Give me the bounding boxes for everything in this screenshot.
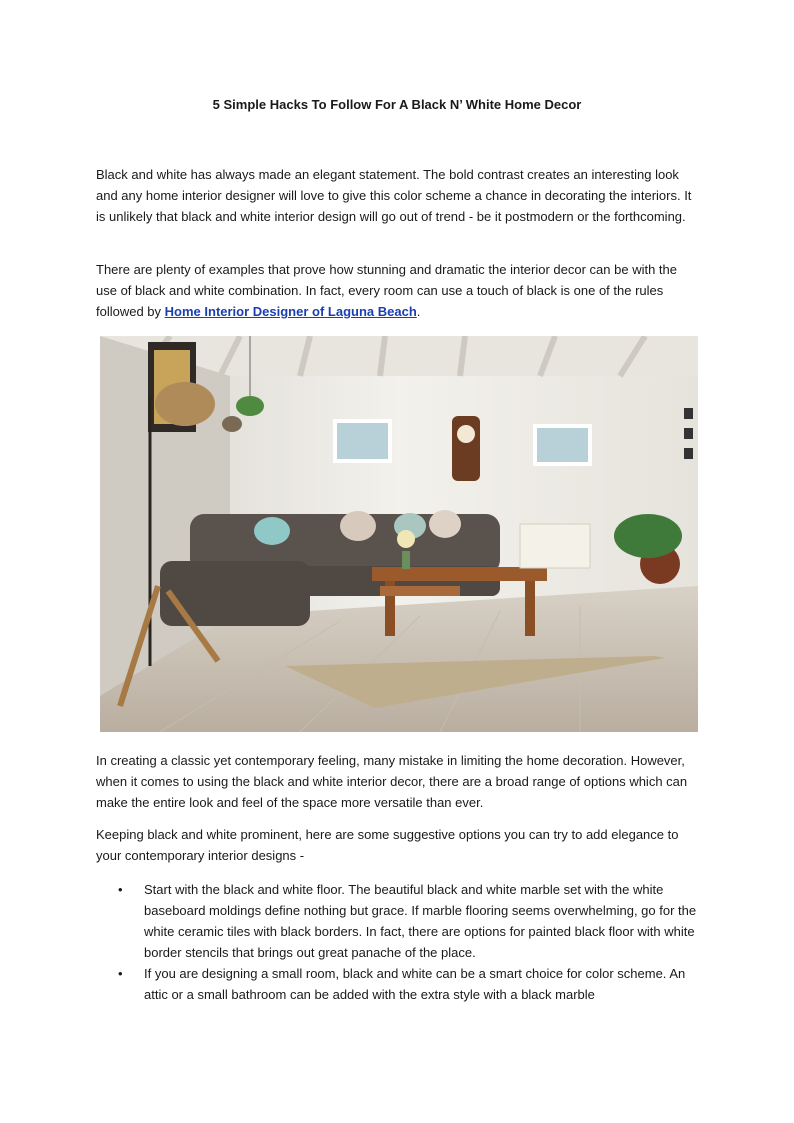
list-item-text: If you are designing a small room, black and white can be a smart choice for color scheme. An attic or a small bathroom can be added with the extra style with a black marble: [144, 966, 686, 1002]
paragraph-examples: [96, 259, 696, 322]
list-item: [96, 963, 700, 1005]
designer-link[interactable]: Home Interior Designer of Laguna Beach: [164, 304, 417, 319]
page-title: 5 Simple Hacks To Follow For A Black N’ White Home Decor: [212, 97, 582, 112]
paragraph-examples-text: There are plenty of examples that prove how stunning and dramatic the interior decor can be with the use of black and white combination. In fact, every room can use a touch of black is one of the rules followed by: [96, 262, 677, 319]
suggestion-list: [96, 879, 700, 1005]
list-item-text: Start with the black and white floor. The beautiful black and white marble set with the white baseboard moldings define nothing but grace. If marble flooring seems overwhelming, go for the white ceramic tiles with black borders. In fact, there are options for painted black floor with white border stencils that brings out great panache of the place.: [144, 882, 697, 960]
bullet-glyph: •: [118, 966, 123, 981]
paragraph-classic: In creating a classic yet contemporary feeling, many mistake in limiting the home decoration. However, when it comes to using the black and white interior decor, there are a broad range of options which can make the entire look and feel of the space more versatile than ever.: [96, 753, 688, 810]
list-item: [96, 879, 700, 963]
paragraph-intro: Black and white has always made an elegant statement. The bold contrast creates an interesting look and any home interior designer will love to give this color scheme a chance in decorating the interiors. It is unlikely that black and white interior design will go out of trend - be it postmodern or the forthcoming.: [96, 167, 692, 224]
paragraph-options: Keeping black and white prominent, here are some suggestive options you can try to add elegance to your contemporary interior designs -: [96, 827, 679, 863]
link-suffix: .: [416, 304, 421, 319]
living-room-photo: [100, 336, 698, 732]
bullet-glyph: •: [118, 882, 123, 897]
